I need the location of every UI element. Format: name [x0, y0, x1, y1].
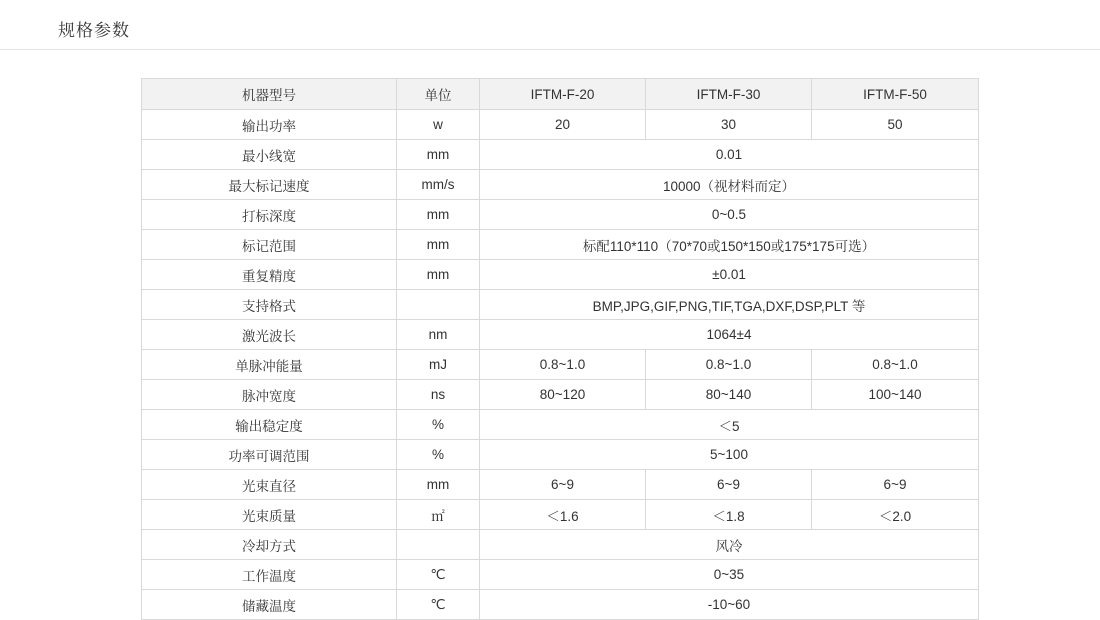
- row-value: 0.8~1.0: [480, 350, 646, 380]
- row-value-merged: -10~60: [480, 590, 979, 620]
- row-value-merged: BMP,JPG,GIF,PNG,TIF,TGA,DXF,DSP,PLT 等: [480, 290, 979, 320]
- table-header-cell: IFTM-F-50: [812, 79, 979, 110]
- row-value-merged: 标配110*110（70*70或150*150或175*175可选）: [480, 230, 979, 260]
- row-label: 光束质量: [142, 500, 397, 530]
- page-title: 规格参数: [58, 21, 130, 40]
- table-row: [142, 500, 979, 530]
- table-row: [142, 380, 979, 410]
- row-label: 标记范围: [142, 230, 397, 260]
- row-value: 6~9: [646, 470, 812, 500]
- row-unit: mm: [397, 230, 480, 260]
- row-value-merged: ±0.01: [480, 260, 979, 290]
- table-row: [142, 230, 979, 260]
- table-row: [142, 260, 979, 290]
- row-unit: mm/s: [397, 170, 480, 200]
- row-unit: mJ: [397, 350, 480, 380]
- row-value-merged: ＜5: [480, 410, 979, 440]
- table-row: [142, 440, 979, 470]
- row-unit: nm: [397, 320, 480, 350]
- row-label: 最小线宽: [142, 140, 397, 170]
- row-label: 储藏温度: [142, 590, 397, 620]
- table-row: [142, 200, 979, 230]
- row-unit: mm: [397, 260, 480, 290]
- table-header-cell: IFTM-F-20: [480, 79, 646, 110]
- row-label: 支持格式: [142, 290, 397, 320]
- row-value-merged: 风冷: [480, 530, 979, 560]
- row-unit: [397, 530, 480, 560]
- specification-table: [141, 78, 979, 620]
- row-value: 50: [812, 110, 979, 140]
- row-label: 激光波长: [142, 320, 397, 350]
- table-row: [142, 530, 979, 560]
- row-unit: ㎡: [397, 500, 480, 530]
- row-value-merged: 1064±4: [480, 320, 979, 350]
- table-row: [142, 140, 979, 170]
- row-value: 80~120: [480, 380, 646, 410]
- row-label: 单脉冲能量: [142, 350, 397, 380]
- table-row: [142, 410, 979, 440]
- row-label: 冷却方式: [142, 530, 397, 560]
- row-value: 80~140: [646, 380, 812, 410]
- row-value: 20: [480, 110, 646, 140]
- row-label: 重复精度: [142, 260, 397, 290]
- table-row: [142, 590, 979, 620]
- row-label: 输出功率: [142, 110, 397, 140]
- spec-table-body: [142, 79, 979, 620]
- row-label: 脉冲宽度: [142, 380, 397, 410]
- row-unit: %: [397, 410, 480, 440]
- table-header-cell: IFTM-F-30: [646, 79, 812, 110]
- table-row: [142, 290, 979, 320]
- row-label: 最大标记速度: [142, 170, 397, 200]
- row-value: 0.8~1.0: [646, 350, 812, 380]
- row-label: 工作温度: [142, 560, 397, 590]
- row-value-merged: 0~35: [480, 560, 979, 590]
- row-unit: ns: [397, 380, 480, 410]
- table-header-row: [142, 79, 979, 110]
- row-value: 0.8~1.0: [812, 350, 979, 380]
- row-unit: mm: [397, 200, 480, 230]
- row-unit: mm: [397, 470, 480, 500]
- row-label: 光束直径: [142, 470, 397, 500]
- table-row: [142, 350, 979, 380]
- row-label: 功率可调范围: [142, 440, 397, 470]
- table-row: [142, 470, 979, 500]
- row-label: 输出稳定度: [142, 410, 397, 440]
- row-value: 6~9: [812, 470, 979, 500]
- row-value: 6~9: [480, 470, 646, 500]
- row-unit: ℃: [397, 590, 480, 620]
- row-value: ＜2.0: [812, 500, 979, 530]
- row-value: 30: [646, 110, 812, 140]
- title-divider: [0, 49, 1100, 50]
- row-value: 100~140: [812, 380, 979, 410]
- row-unit: ℃: [397, 560, 480, 590]
- row-value-merged: 0.01: [480, 140, 979, 170]
- row-label: 打标深度: [142, 200, 397, 230]
- row-value: ＜1.8: [646, 500, 812, 530]
- row-value: ＜1.6: [480, 500, 646, 530]
- table-header-cell: 机器型号: [142, 79, 397, 110]
- table-row: [142, 320, 979, 350]
- spec-table-wrapper: [141, 78, 953, 620]
- row-value-merged: 5~100: [480, 440, 979, 470]
- row-unit: %: [397, 440, 480, 470]
- row-value-merged: 10000（视材料而定）: [480, 170, 979, 200]
- row-unit: mm: [397, 140, 480, 170]
- table-header-cell: 单位: [397, 79, 480, 110]
- row-unit: w: [397, 110, 480, 140]
- table-row: [142, 560, 979, 590]
- table-row: [142, 110, 979, 140]
- row-unit: [397, 290, 480, 320]
- row-value-merged: 0~0.5: [480, 200, 979, 230]
- table-row: [142, 170, 979, 200]
